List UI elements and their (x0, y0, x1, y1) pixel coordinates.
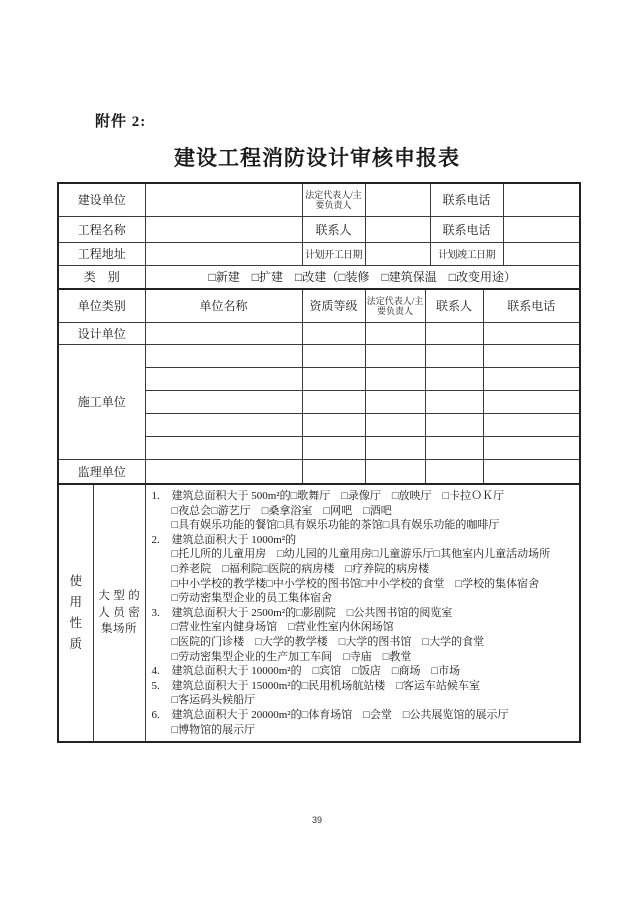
usage-line-number (152, 591, 172, 606)
empty-cell (302, 436, 365, 459)
usage-line-number: 1. (151, 490, 160, 502)
empty-cell (145, 322, 302, 344)
empty-cell (425, 344, 483, 367)
page-number: 39 (311, 815, 322, 825)
usage-line-text: 建筑总面积大于 15000m²的□民用机场航站楼 □客运车站候车室 (171, 679, 480, 692)
usage-line-number: 2. (151, 533, 160, 546)
usage-line-text: □中小学校的教学楼□中小学校的图书馆□中小学校的食堂 □学校的集体宿舍 (171, 577, 540, 590)
usage-line-number (152, 693, 172, 708)
usage-options-cell (145, 484, 580, 742)
usage-line-text: □营业性室内健身场馆 □营业性室内休闲场馆 (171, 621, 394, 634)
empty-cell (145, 436, 302, 459)
usage-line-number (152, 620, 172, 635)
empty-cell (425, 322, 483, 344)
contact-person-label: 联系人 (302, 216, 365, 242)
contact-person-value-cell (365, 216, 430, 242)
supervision-unit-label: 监理单位 (58, 459, 145, 484)
project-address-value-cell (145, 242, 302, 265)
empty-cell (145, 459, 302, 484)
empty-cell (365, 390, 425, 413)
page-title: 建设工程消防设计审核申报表 (174, 147, 460, 170)
usage-option-line (152, 577, 576, 592)
empty-cell (425, 459, 483, 484)
empty-cell (483, 390, 580, 413)
construction-unit-value-cell (145, 183, 302, 216)
empty-cell (145, 390, 302, 413)
empty-cell (365, 367, 425, 390)
table-row (58, 216, 580, 242)
usage-option-line (152, 664, 576, 679)
usage-line-text: 建筑总面积大于 1000m²的 (171, 533, 297, 546)
planned-start-date-label: 计划开工日期 (302, 242, 365, 265)
empty-cell (425, 436, 483, 459)
usage-nature-row (58, 484, 580, 742)
usage-line-number (152, 650, 172, 665)
usage-option-line (152, 635, 576, 650)
planned-completion-date-label: 计划竣工日期 (430, 242, 503, 265)
usage-line-text: 建筑总面积大于 2500m²的□影剧院 □公共图书馆的阅览室 (171, 606, 453, 619)
usage-option-line (152, 693, 576, 708)
legal-representative-label: 法定代表人/主要负责人 (302, 183, 365, 216)
unit-category-header: 单位类别 (58, 289, 145, 322)
usage-line-text: □博物馆的展示厅 (171, 723, 256, 736)
usage-line-number: 6. (151, 708, 160, 721)
usage-line-number (152, 504, 172, 519)
legal-representative-header: 法定代表人/主要负责人 (365, 289, 425, 322)
contact-phone-label: 联系电话 (430, 216, 503, 242)
planned-start-date-value-cell (365, 242, 430, 265)
usage-line-number: 4. (151, 665, 160, 678)
usage-line-text: □托儿所的儿童用房 □幼儿园的儿童用房□儿童游乐厅□其他室内儿童活动场所 (171, 548, 551, 561)
usage-line-number (152, 635, 172, 650)
empty-cell (145, 344, 302, 367)
category-label: 类 别 (58, 265, 145, 289)
usage-line-text: □客运码头候船厅 (171, 694, 256, 707)
design-unit-label: 设计单位 (58, 322, 145, 344)
usage-option-line (152, 547, 576, 562)
usage-line-number (152, 562, 172, 577)
usage-line-text: 建筑总面积大于 20000m²的□体育场馆 □会堂 □公共展览馆的展示厅 (171, 708, 509, 721)
empty-cell (365, 436, 425, 459)
unit-table-header-row (58, 289, 580, 322)
usage-option-line (152, 679, 576, 694)
category-checkbox-options: □新建 □扩建 □改建（□装修 □建筑保温 □改变用途） (145, 265, 580, 289)
table-row (58, 242, 580, 265)
usage-option-line (152, 504, 576, 519)
qualification-grade-header: 资质等级 (302, 289, 365, 322)
table-row (58, 183, 580, 216)
usage-line-number: 3. (151, 606, 160, 619)
usage-option-line (152, 606, 576, 621)
empty-cell (365, 459, 425, 484)
usage-option-line (152, 650, 576, 665)
supervision-unit-row (58, 459, 580, 484)
usage-line-number: 5. (151, 679, 160, 692)
project-name-label: 工程名称 (58, 216, 145, 242)
usage-option-line (152, 533, 576, 548)
legal-representative-value-cell (365, 183, 430, 216)
usage-line-text: □养老院 □福利院□医院的病房楼 □疗养院的病房楼 (171, 562, 430, 575)
table-row (58, 265, 580, 289)
empty-cell (365, 322, 425, 344)
empty-cell (365, 413, 425, 436)
empty-cell (483, 459, 580, 484)
empty-cell (302, 322, 365, 344)
usage-option-line (152, 562, 576, 577)
usage-line-number (152, 547, 172, 562)
empty-cell (145, 367, 302, 390)
contact-phone-value-cell (503, 183, 580, 216)
unit-name-header: 单位名称 (145, 289, 302, 322)
empty-cell (302, 413, 365, 436)
empty-cell (302, 367, 365, 390)
empty-cell (483, 344, 580, 367)
empty-cell (302, 459, 365, 484)
usage-line-text: □具有娱乐功能的餐馆□具有娱乐功能的茶馆□具有娱乐功能的咖啡厅 (171, 519, 500, 532)
usage-line-number (152, 723, 172, 738)
construction-unit-group-label: 施工单位 (58, 344, 145, 459)
empty-cell (302, 344, 365, 367)
construction-unit-label: 建设单位 (58, 183, 145, 216)
contact-person-header: 联系人 (425, 289, 483, 322)
usage-line-text: 建筑总面积大于 10000m²的 □宾馆 □饭店 □商场 □市场 (171, 665, 461, 678)
application-form (57, 182, 579, 743)
contact-phone-value-cell (503, 216, 580, 242)
contact-phone-label: 联系电话 (430, 183, 503, 216)
usage-option-line (152, 489, 576, 504)
usage-nature-label: 使用性质 (58, 484, 93, 742)
usage-line-number (152, 577, 172, 592)
empty-cell (483, 322, 580, 344)
usage-line-text: □夜总会□游艺厅 □桑拿浴室 □网吧 □酒吧 (171, 504, 392, 517)
usage-line-text: □劳动密集型企业的生产加工车间 □寺庙 □教堂 (171, 650, 412, 663)
attachment-label: 附件 2: (95, 114, 147, 130)
usage-option-line (152, 591, 576, 606)
empty-cell (483, 413, 580, 436)
usage-option-line (152, 708, 576, 723)
usage-line-text: □医院的门诊楼 □大学的教学楼 □大学的图书馆 □大学的食堂 (171, 635, 485, 648)
empty-cell (425, 367, 483, 390)
project-info-table (57, 182, 581, 290)
contact-phone-header: 联系电话 (483, 289, 580, 322)
project-name-value-cell (145, 216, 302, 242)
usage-line-number (152, 518, 172, 533)
empty-cell (302, 390, 365, 413)
planned-completion-date-value-cell (503, 242, 580, 265)
usage-nature-table (57, 483, 581, 743)
empty-cell (483, 367, 580, 390)
usage-option-line (152, 620, 576, 635)
empty-cell (425, 413, 483, 436)
empty-cell (365, 344, 425, 367)
construction-unit-row (58, 344, 580, 367)
project-address-label: 工程地址 (58, 242, 145, 265)
usage-option-line (152, 518, 576, 533)
empty-cell (483, 436, 580, 459)
crowded-places-label: 大型的 人员密 集场所 (93, 484, 145, 742)
unit-info-table (57, 288, 581, 485)
design-unit-row (58, 322, 580, 344)
empty-cell (425, 390, 483, 413)
usage-line-text: □劳动密集型企业的员工集体宿舍 (171, 592, 333, 605)
usage-option-line (152, 723, 576, 738)
usage-line-text: 建筑总面积大于 500m²的□歌舞厅 □录像厅 □放映厅 □卡拉ＯＫ厅 (171, 490, 505, 502)
empty-cell (145, 413, 302, 436)
